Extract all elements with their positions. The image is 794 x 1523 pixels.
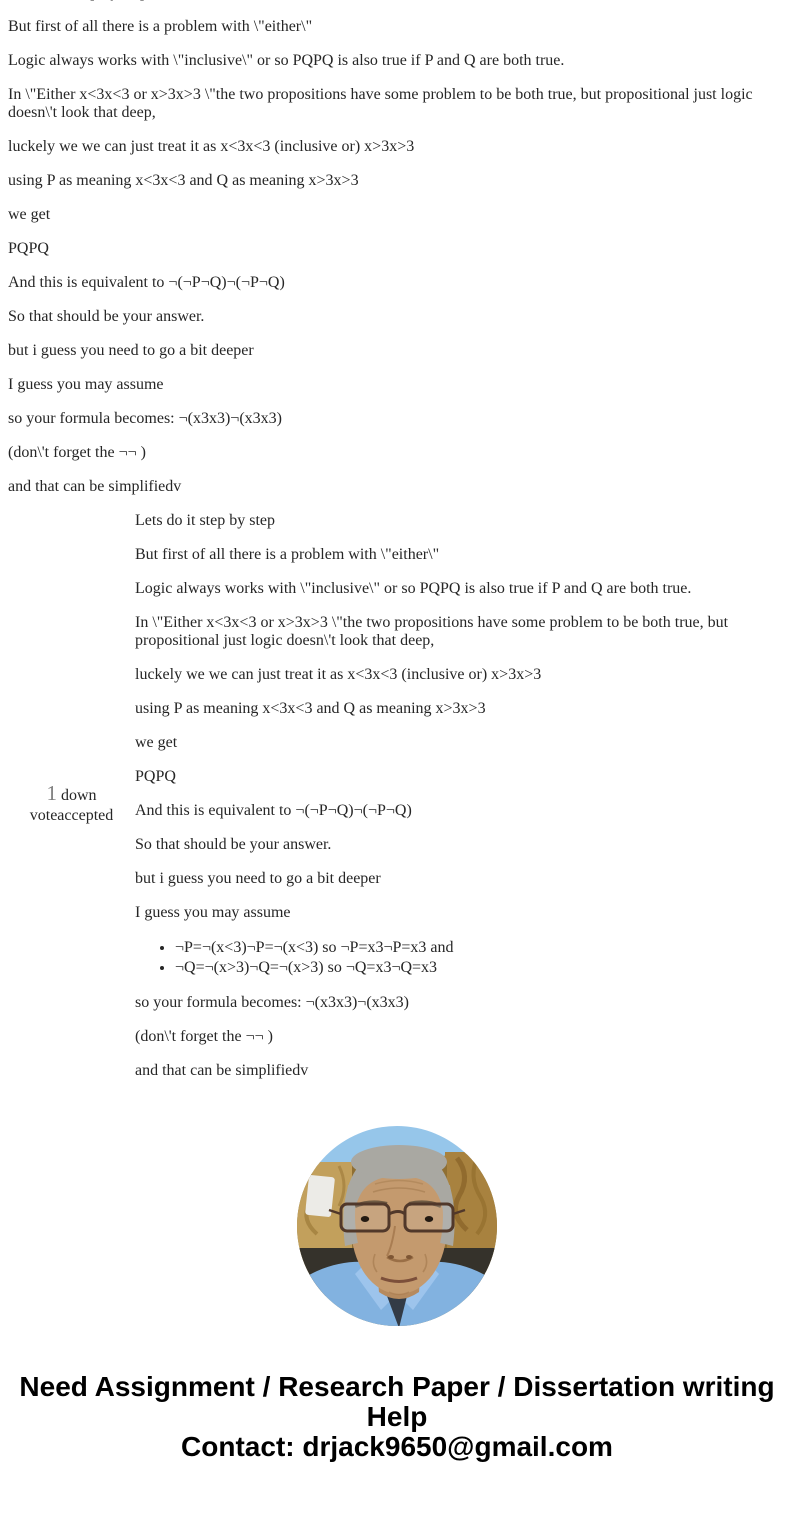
question-paragraph: I guess you may assume bbox=[8, 376, 164, 393]
answer-paragraph: we get bbox=[135, 734, 178, 751]
question-paragraph: (don\'t forget the ¬¬ ) bbox=[8, 444, 146, 461]
answer-paragraph: Logic always works with \"inclusive\" or so PQPQ is also true if P and Q are both true. bbox=[135, 580, 692, 597]
profile-photo bbox=[297, 1126, 497, 1326]
assumption-list-item: • ¬P=¬(x<3)¬P=¬(x<3) so ¬P=x3¬P=x3 and bbox=[175, 938, 786, 958]
answer-paragraph: But first of all there is a problem with \"either\" bbox=[135, 546, 440, 563]
answer-paragraphs-before bbox=[135, 512, 786, 922]
answer-paragraph: So that should be your answer. bbox=[135, 836, 332, 853]
answer-paragraph: but i guess you need to go a bit deeper bbox=[135, 870, 381, 887]
question-paragraph: In \"Either x<3x<3 or x>3x>3 \"the two propositions have some problem to be both true, but propositional just logic doesn\'t look that deep, bbox=[8, 86, 753, 121]
question-paragraph: but i guess you need to go a bit deeper bbox=[8, 342, 254, 359]
footer-help-text: Need Assignment / Research Paper / Dissertation writing Help bbox=[19, 1371, 775, 1432]
question-paragraph: PQPQ bbox=[8, 240, 49, 257]
vote-label: down voteaccepted bbox=[29, 786, 114, 824]
answer-paragraph: In \"Either x<3x<3 or x>3x>3 \"the two propositions have some problem to be both true, but propositional just logic doesn\'t look that deep, bbox=[135, 614, 729, 649]
question-paragraph: we get bbox=[8, 206, 51, 223]
vote-panel[interactable] bbox=[8, 780, 135, 826]
question-paragraph: so your formula becomes: ¬(x3x3)¬(x3x3) bbox=[8, 410, 282, 427]
answer-paragraphs-after bbox=[135, 994, 786, 1080]
answer-paragraph: I guess you may assume bbox=[135, 904, 291, 921]
question-paragraph: Logic always works with \"inclusive\" or so PQPQ is also true if P and Q are both true. bbox=[8, 52, 565, 69]
assumption-list-item: • ¬Q=¬(x>3)¬Q=¬(x>3) so ¬Q=x3¬Q=x3 bbox=[175, 958, 786, 978]
answer-body bbox=[135, 512, 786, 1096]
question-paragraph: But first of all there is a problem with \"either\" bbox=[8, 18, 313, 35]
question-paragraph: luckely we we can just treat it as x<3x<3 (inclusive or) x>3x>3 bbox=[8, 138, 415, 155]
answer-paragraph: and that can be simplifiedv bbox=[135, 1062, 309, 1079]
assumption-list bbox=[135, 938, 786, 978]
answer-paragraph: (don\'t forget the ¬¬ ) bbox=[135, 1028, 273, 1045]
question-paragraph: So that should be your answer. bbox=[8, 308, 205, 325]
answer-paragraph: Lets do it step by step bbox=[135, 512, 275, 529]
answer-paragraph: so your formula becomes: ¬(x3x3)¬(x3x3) bbox=[135, 994, 409, 1011]
footer-banner bbox=[8, 1372, 786, 1462]
question-paragraph: And this is equivalent to ¬(¬P¬Q)¬(¬P¬Q) bbox=[8, 274, 285, 291]
question-paragraph: using P as meaning x<3x<3 and Q as meaning x>3x>3 bbox=[8, 172, 359, 189]
answer-paragraph: PQPQ bbox=[135, 768, 176, 785]
answer-paragraph: And this is equivalent to ¬(¬P¬Q)¬(¬P¬Q) bbox=[135, 802, 412, 819]
question-paragraphs bbox=[8, 0, 786, 496]
answer-section bbox=[8, 512, 786, 1096]
vote-count: 1 bbox=[46, 780, 57, 805]
profile-photo-image bbox=[297, 1126, 497, 1326]
question-text-block bbox=[8, 0, 786, 496]
answer-paragraph: using P as meaning x<3x<3 and Q as meaning x>3x>3 bbox=[135, 700, 486, 717]
footer-contact: Contact: drjack9650@gmail.com bbox=[181, 1431, 613, 1462]
question-paragraph bbox=[8, 0, 786, 2]
question-paragraph: and that can be simplifiedv bbox=[8, 478, 182, 495]
answer-paragraph: luckely we we can just treat it as x<3x<3 (inclusive or) x>3x>3 bbox=[135, 666, 542, 683]
